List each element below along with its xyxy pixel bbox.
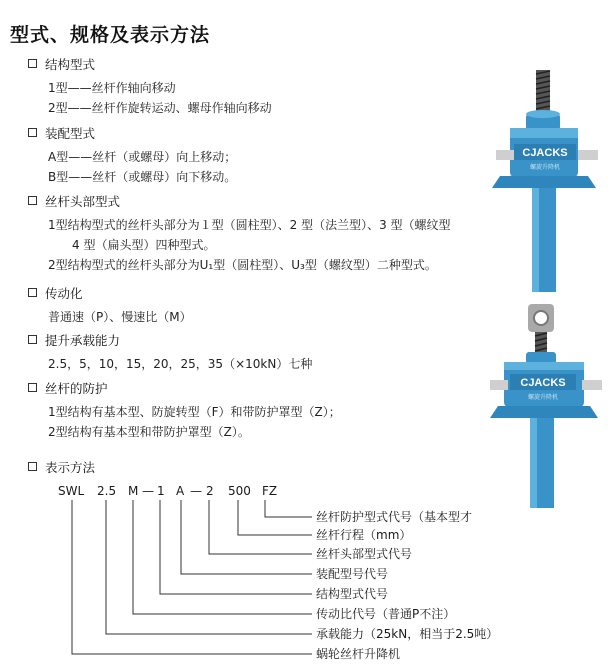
clevis-head-icon	[528, 304, 554, 332]
notation-description: 装配型号代号	[316, 567, 389, 581]
checkbox-bullet-icon	[28, 128, 37, 137]
section-notation	[28, 459, 95, 477]
code-part: SWL	[58, 484, 85, 498]
checkbox-bullet-icon	[28, 196, 37, 205]
section-assembly	[28, 125, 236, 187]
section-capacity	[28, 332, 312, 374]
checkbox-bullet-icon	[28, 288, 37, 297]
section-heading: 丝杆头部型式	[28, 193, 451, 211]
notation-description: 蜗轮丝杆升降机	[316, 647, 401, 661]
code-part: —	[190, 484, 202, 498]
section-structure	[28, 56, 272, 118]
brand-logo-text: CJACKS	[522, 147, 568, 159]
section-screw-head	[28, 193, 451, 275]
checkbox-bullet-icon	[28, 383, 37, 392]
connector-line	[238, 500, 312, 535]
connector-line	[265, 500, 312, 517]
page-title: 型式、规格及表示方法	[10, 24, 211, 46]
notation-description: 传动比代号（普通P不注）	[316, 607, 456, 621]
brand-logo-text: CJACKS	[520, 377, 566, 389]
section-heading: 表示方法	[28, 459, 95, 477]
section-line: A型——丝杆（或螺母）向上移动；	[48, 150, 237, 164]
checkbox-bullet-icon	[28, 335, 37, 344]
checkbox-bullet-icon	[28, 59, 37, 68]
section-transmission	[28, 285, 192, 327]
code-part: M	[128, 484, 139, 498]
section-line: B型——丝杆（或螺母）向下移动。	[48, 170, 237, 184]
section-line: 1型结构有基本型、防旋转型（F）和带防护罩型（Z）；	[48, 405, 341, 419]
code-part: 2	[206, 484, 214, 498]
connector-line	[160, 500, 312, 594]
section-line: 1型——丝杆作轴向移动	[48, 81, 176, 95]
code-part: 500	[228, 484, 251, 498]
connector-line	[133, 500, 312, 614]
section-line: 普通速（P）、慢速比（M）	[48, 310, 192, 324]
notation-description: 承载能力（25kN，相当于2.5吨）	[316, 627, 499, 641]
screw-jack-image-top	[488, 66, 606, 294]
code-part: 2.5	[97, 484, 117, 498]
section-heading: 传动化	[28, 285, 192, 303]
brand-logo-subtext: 螺旋升降机	[527, 395, 559, 401]
section-line: 2型结构型式的丝杆头部分为U₁型（圆柱型）、U₃型（螺纹型）二种型式。	[48, 258, 437, 272]
brand-logo-subtext: 螺旋升降机	[529, 165, 561, 171]
notation-description: 丝杆头部型式代号	[316, 547, 413, 561]
notation-description: 结构型式代号	[316, 587, 389, 601]
section-line: 2型——丝杆作旋转运动、螺母作轴向移动	[48, 101, 272, 115]
section-heading: 装配型式	[28, 125, 236, 143]
section-heading: 提升承载能力	[28, 332, 312, 350]
checkbox-bullet-icon	[28, 462, 37, 471]
code-part: A	[176, 484, 185, 498]
code-part: FZ	[262, 484, 278, 498]
section-line: 4 型（扁头型）四种型式。	[72, 238, 216, 252]
section-heading: 丝杆的防护	[28, 380, 341, 398]
notation-description: 丝杆行程（mm）	[316, 528, 412, 542]
connector-line	[106, 500, 312, 634]
section-line: 2型结构有基本型和带防护罩型（Z）。	[48, 425, 250, 439]
section-line: 1型结构型式的丝杆头部分为１型（圆柱型）、2 型（法兰型）、3 型（螺纹型	[48, 218, 451, 232]
section-protection	[28, 380, 341, 442]
screw-jack-image-bottom	[490, 300, 606, 510]
code-part: 1	[157, 484, 165, 498]
section-line: 2.5，5，10，15，20，25，35（×10kN）七种	[48, 357, 313, 371]
notation-description: 丝杆防护型式代号（基本型才	[316, 510, 473, 524]
connector-line	[209, 500, 312, 554]
section-heading: 结构型式	[28, 56, 272, 74]
code-part: —	[142, 484, 154, 498]
connector-line	[72, 500, 312, 654]
connector-line	[181, 500, 312, 574]
